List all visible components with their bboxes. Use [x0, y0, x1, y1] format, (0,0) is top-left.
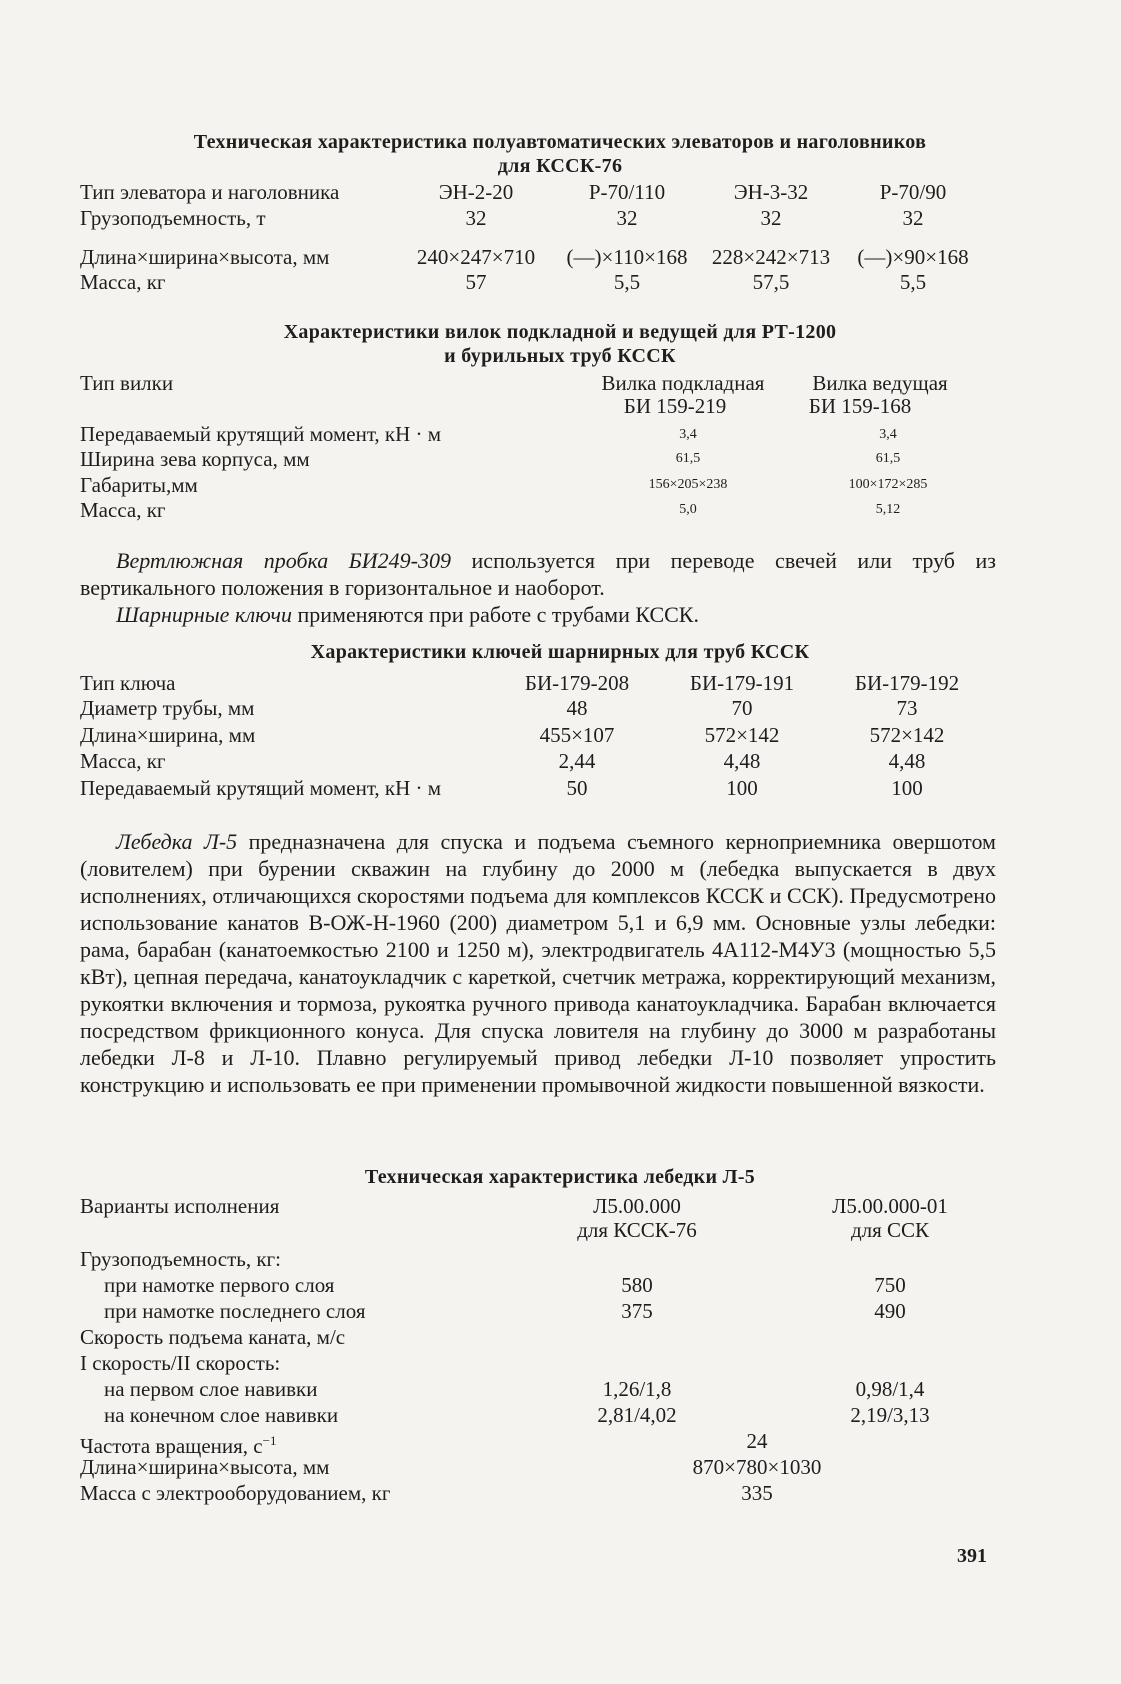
table3-row-label: Тип ключа	[80, 671, 176, 695]
table1-title-line2: для КССК-76	[497, 155, 623, 177]
table4-row	[0, 1402, 1121, 1428]
table4-row	[0, 1272, 1121, 1298]
table1-row-label: Масса, кг	[80, 270, 166, 294]
table4-row	[0, 1350, 1121, 1376]
table2-cell: 3,4	[679, 427, 697, 442]
table2-col1-subheader: БИ 159-219	[623, 394, 727, 418]
table2-cell: 156×205×238	[648, 477, 728, 492]
table4-row-label: при намотке последнего слоя	[104, 1299, 366, 1323]
table1-cell: ЭН-3-32	[733, 180, 809, 204]
rotation-label-text: Частота вращения, с	[80, 1434, 263, 1458]
table4-cell: 750	[874, 1273, 906, 1297]
table2-row	[0, 472, 1121, 498]
table4-cell: 580	[621, 1273, 653, 1297]
paragraph-swivel-plug	[80, 547, 996, 601]
table4-row	[0, 1246, 1121, 1272]
table4-row	[0, 1454, 1121, 1480]
table4-cell: 2,19/3,13	[850, 1403, 930, 1427]
table2-col2-subheader: БИ 159-168	[808, 394, 912, 418]
table4-variant2-subheader: для ССК	[850, 1218, 930, 1242]
table3-title: Характеристики ключей шарнирных для труб КССК	[310, 641, 810, 663]
table2-col2-header: Вилка ведущая	[812, 371, 948, 395]
paragraph-term: Вертлюжная пробка БИ249-309	[116, 548, 451, 573]
table4-variant1-subheader: для КССК-76	[577, 1218, 697, 1242]
table3-cell: 50	[566, 776, 588, 800]
table2-cell: 100×172×285	[848, 477, 928, 492]
table3-cell: БИ-179-192	[854, 671, 960, 695]
table3-row	[0, 695, 1121, 721]
table3-row	[0, 775, 1121, 801]
table1-cell: 240×247×710	[416, 245, 536, 269]
table3-row-label: Длина×ширина, мм	[80, 723, 256, 747]
paragraph-text: применяются при работе с трубами КССК.	[291, 602, 699, 627]
table2-title-line1: Характеристики вилок подкладной и ведущей для РТ-1200	[283, 321, 837, 343]
table4-row-label: на первом слое навивки	[104, 1377, 318, 1401]
table1-cell: (—)×90×168	[857, 245, 969, 269]
table1-cell: Р-70/110	[588, 180, 666, 204]
table2-row	[0, 421, 1121, 447]
text-block-2	[80, 828, 996, 1098]
table2-title	[60, 320, 1060, 368]
table1-row-label: Тип элеватора и наголовника	[80, 180, 340, 204]
paragraph-hinged-keys	[80, 601, 996, 628]
paragraph-term: Лебедка Л-5	[116, 829, 238, 854]
table4-row-label: I скорость/II скорость:	[80, 1351, 281, 1375]
table4-row-label: Масса с электрооборудованием, кг	[80, 1481, 391, 1505]
table1-cell: 5,5	[613, 270, 641, 294]
table2-cell: 61,5	[675, 451, 701, 466]
text-block-1	[80, 547, 996, 628]
table3-cell: 572×142	[704, 723, 780, 747]
table2-cell: 5,12	[875, 502, 901, 517]
table3-row-label: Масса, кг	[80, 749, 166, 773]
table3-row-label: Диаметр трубы, мм	[80, 696, 255, 720]
table4-cell: 335	[741, 1481, 773, 1505]
table1-row-label: Грузоподъемность, т	[80, 206, 266, 230]
table1-cell: ЭН-2-20	[438, 180, 514, 204]
table1-cell: 228×242×713	[711, 245, 831, 269]
table4-row-label: на конечном слое навивки	[104, 1403, 339, 1427]
table1-cell: 5,5	[899, 270, 927, 294]
table2-title-line2: и бурильных труб КССК	[444, 345, 676, 367]
table2-cell: 3,4	[879, 427, 897, 442]
table1-row	[0, 179, 1121, 205]
table3-cell: 100	[891, 776, 923, 800]
table3-cell: БИ-179-191	[689, 671, 795, 695]
table2-row-label: Передаваемый крутящий момент, кН · м	[80, 422, 442, 446]
paragraph-winch	[80, 828, 996, 1098]
table2-cell: 61,5	[875, 451, 901, 466]
table1-cell: 57	[465, 270, 487, 294]
table2-row-label: Ширина зева корпуса, мм	[80, 447, 310, 471]
table3-cell: БИ-179-208	[524, 671, 630, 695]
table2-row	[0, 446, 1121, 472]
table4-title: Техническая характеристика лебедки Л-5	[364, 1166, 756, 1188]
table2-row	[0, 497, 1121, 523]
table4-cell: 870×780×1030	[692, 1455, 822, 1479]
table4-cell: 24	[746, 1429, 768, 1453]
table2-header-row	[0, 393, 1121, 419]
table2-row-label: Масса, кг	[80, 498, 166, 522]
page-number: 391	[957, 1545, 987, 1567]
table4-cell: 375	[621, 1299, 653, 1323]
table3-cell: 48	[566, 696, 588, 720]
rotation-unit-exponent: −1	[262, 1433, 277, 1448]
table4-row	[0, 1428, 1121, 1458]
table3-row	[0, 722, 1121, 748]
table4-variant2-header: Л5.00.000-01	[832, 1194, 948, 1218]
table3-cell: 70	[731, 696, 753, 720]
table4-row	[0, 1193, 1121, 1219]
table4-row	[0, 1217, 1121, 1243]
table1-title-line1: Техническая характеристика полуавтоматических элеваторов и наголовников	[193, 131, 927, 153]
table3-cell: 73	[896, 696, 918, 720]
table4-cell: 2,81/4,02	[597, 1403, 677, 1427]
table1-cell: Р-70/90	[879, 180, 947, 204]
table1-cell: 32	[760, 206, 782, 230]
table4-cell: 490	[874, 1299, 906, 1323]
table2-header-label: Тип вилки	[80, 371, 174, 395]
table3-cell: 572×142	[869, 723, 945, 747]
table1-row	[0, 244, 1121, 270]
table3-cell: 4,48	[723, 749, 761, 773]
paragraph-text: предназначена для спуска и подъема съемного керноприемника овершотом (ловителем) при бурении скважин на глубину до 2000 м (лебедка выпускается в двух исполнениях, отличающихся скоростями подъема для комплексов КССК и ССК). Предусмотрено использование канатов В-ОЖ-Н-1960 (200) диаметром 5,1 и 6,9 мм. Основные узлы лебедки: рама, барабан (канатоемкостью 2100 и 1250 м), электродвигатель 4А112-М4У3 (мощностью 5,5 кВт), цепная передача, канатоукладчик с кареткой, счетчик метража, корректирующий механизм, рукоятки включения и тормоза, рукоятка ручного привода канатоукладчика. Барабан включается посредством фрикционного конуса. Для спуска ловителя на глубину до 3000 м разработаны лебедки Л-8 и Л-10. Плавно регулируемый привод лебедки Л-10 позволяет упростить конструкцию и использовать ее при применении промывочной жидкости повышенной вязкости.	[80, 829, 996, 1097]
table3-row-label: Передаваемый крутящий момент, кН · м	[80, 776, 442, 800]
table4-row	[0, 1298, 1121, 1324]
table3-cell: 2,44	[558, 749, 596, 773]
table1-cell: 57,5	[752, 270, 790, 294]
table1-cell: 32	[902, 206, 924, 230]
table4-row	[0, 1324, 1121, 1350]
table4-cell: 1,26/1,8	[602, 1377, 672, 1401]
table3-row	[0, 748, 1121, 774]
paragraph-term: Шарнирные ключи	[116, 602, 292, 627]
table3-row	[0, 670, 1121, 696]
table3-cell: 100	[726, 776, 758, 800]
table4-cell: 0,98/1,4	[855, 1377, 925, 1401]
table2-cell: 5,0	[679, 502, 697, 517]
table4-row	[0, 1376, 1121, 1402]
table2-col1-header: Вилка подкладная	[601, 371, 765, 395]
table1-title	[60, 130, 1060, 178]
table3-cell: 455×107	[539, 723, 615, 747]
table1-cell: 32	[616, 206, 638, 230]
table4-row-label: Грузоподъемность, кг:	[80, 1247, 281, 1271]
table3-cell: 4,48	[888, 749, 926, 773]
table1-row	[0, 269, 1121, 295]
table1-row-label: Длина×ширина×высота, мм	[80, 245, 330, 269]
table4-row-label: Длина×ширина×высота, мм	[80, 1455, 330, 1479]
table1-cell: (—)×110×168	[566, 245, 688, 269]
table4-row-label: Скорость подъема каната, м/с	[80, 1325, 346, 1349]
table1-cell: 32	[465, 206, 487, 230]
table2-row-label: Габариты,мм	[80, 473, 198, 497]
table4-row-label: Варианты исполнения	[80, 1194, 280, 1218]
paragraph-text: используется при переводе свечей или труб из вертикального положения в горизонтальное и наоборот.	[80, 548, 996, 600]
table4-row-label: при намотке первого слоя	[104, 1273, 335, 1297]
table4-variant1-header: Л5.00.000	[593, 1194, 681, 1218]
table4-row	[0, 1480, 1121, 1506]
table1-row	[0, 205, 1121, 231]
